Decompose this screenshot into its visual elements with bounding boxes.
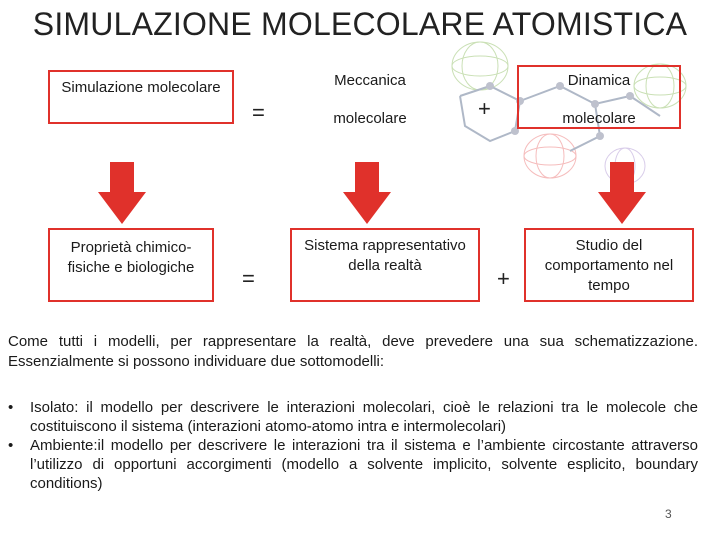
box-label: Studio del comportamento nel tempo xyxy=(544,237,674,294)
bullet-icon: • xyxy=(8,399,14,416)
equals-sign-row2: = xyxy=(242,266,255,291)
page-number: 3 xyxy=(665,507,672,521)
box-label-bottom: molecolare xyxy=(333,110,407,127)
arrow-down-icon xyxy=(98,162,146,224)
arrow-down-icon xyxy=(598,162,646,224)
bullet-icon: • xyxy=(8,437,14,454)
box-label-bottom: molecolare xyxy=(562,110,636,127)
plus-sign-row1: + xyxy=(478,96,491,121)
list-item xyxy=(8,398,698,436)
bullet-text: Ambiente:il modello per descrivere le interazioni tra il sistema e l’ambiente circostante attraverso l’utilizzo di opportuni accorgimenti (modello a solvente implicito, solvente esplicito, boundary conditions) xyxy=(30,437,698,492)
box-proprieta xyxy=(48,228,214,302)
box-sistema xyxy=(290,228,480,302)
bullet-list xyxy=(8,398,698,493)
plus-sign-row2: + xyxy=(497,266,510,291)
box-label-top: Dinamica xyxy=(567,72,631,89)
slide-title: SIMULAZIONE MOLECOLARE ATOMISTICA xyxy=(32,6,688,42)
box-label: Simulazione molecolare xyxy=(61,79,221,96)
box-label: Sistema rappresentativo della realtà xyxy=(304,237,466,274)
box-studio xyxy=(524,228,694,302)
intro-paragraph: Come tutti i modelli, per rappresentare la realtà, deve prevedere una sua schematizzazione. Essenzialmente si possono individuare due sottomodelli: xyxy=(8,333,698,370)
equals-sign-row1: = xyxy=(252,100,265,125)
box-dinamica-molecolare xyxy=(517,65,681,129)
box-label-top: Meccanica xyxy=(334,72,406,89)
arrow-down-icon xyxy=(343,162,391,224)
box-label: Proprietà chimico-fisiche e biologiche xyxy=(67,239,195,276)
box-simulazione-molecolare xyxy=(48,70,234,124)
bullet-text: Isolato: il modello per descrivere le interazioni molecolari, cioè le relazioni tra le molecole che costituiscono il sistema (interazioni atomo-atomo intra e intermolecolari) xyxy=(30,399,698,435)
box-meccanica-molecolare xyxy=(290,65,450,135)
list-item xyxy=(8,436,698,493)
